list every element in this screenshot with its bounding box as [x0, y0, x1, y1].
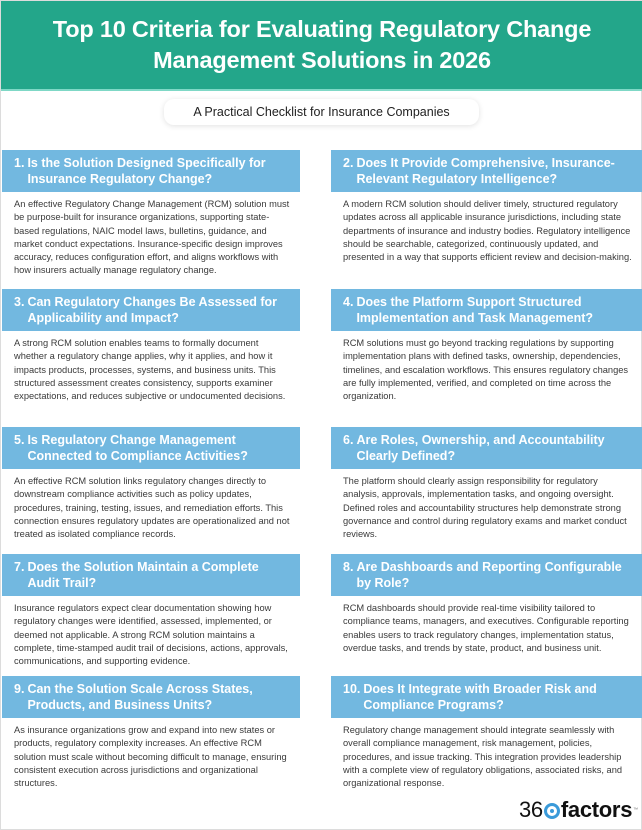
criterion-card-5	[2, 427, 300, 541]
criterion-title: Does the Solution Maintain a Complete Audit Trail?	[27, 560, 259, 590]
criterion-card-3	[2, 289, 300, 403]
criterion-header	[331, 554, 642, 596]
criterion-title: Is the Solution Designed Specifically for Insurance Regulatory Change?	[27, 156, 266, 186]
criterion-body: Insurance regulators expect clear documentation showing how regulatory changes were identified, assessed, implemented, or deemed not applicable. A strong RCM solution maintains a complete, time-stamped audit trail of decisions, actions, approvals, communications, and supporting evidence.	[14, 603, 288, 667]
page-title: Top 10 Criteria for Evaluating Regulatory Change Management Solutions in 2026	[52, 16, 592, 73]
criterion-header	[2, 554, 300, 596]
criterion-title: Does the Platform Support Structured Implementation and Task Management?	[356, 295, 594, 325]
criterion-title: Does It Provide Comprehensive, Insurance-Relevant Regulatory Intelligence?	[356, 156, 615, 186]
criterion-header	[2, 676, 300, 718]
criterion-card-4	[331, 289, 642, 403]
criterion-title: Are Dashboards and Reporting Configurable by Role?	[356, 560, 622, 590]
criterion-title: Does It Integrate with Broader Risk and Compliance Programs?	[363, 682, 597, 712]
criterion-body: A modern RCM solution should deliver timely, structured regulatory updates across all applicable insurance jurisdictions, including state departments of insurance and industry bodies. Regulatory intelligence should be searchable, categorized, continuously updated, and presented in a way that supports efficient review and decision-making.	[343, 199, 632, 263]
page-subtitle: A Practical Checklist for Insurance Companies	[193, 105, 450, 119]
criterion-number: 5.	[14, 433, 25, 447]
criterion-number: 7.	[14, 560, 25, 574]
criterion-body: An effective RCM solution links regulatory changes directly to downstream compliance activities such as policy updates, procedures, training, testing, issues, and remediation efforts. This connection ensures regulatory updates are operationalized and not treated as isolated compliance records.	[14, 476, 290, 540]
criterion-header	[331, 427, 642, 469]
criterion-card-1	[2, 150, 300, 278]
criterion-number: 6.	[343, 433, 354, 447]
subtitle-badge	[164, 99, 479, 125]
company-logo	[519, 797, 638, 823]
criterion-body: A strong RCM solution enables teams to formally document whether a regulatory change applies, why it applies, and how it impacts products, processes, systems, and business units. This structured assessment creates consistency, supports examiner expectations, and reduces subjective or undocumented decisions.	[14, 338, 286, 402]
criterion-number: 9.	[14, 682, 25, 696]
criterion-title: Is Regulatory Change Management Connected to Compliance Activities?	[27, 433, 248, 463]
criterion-number: 2.	[343, 156, 354, 170]
criterion-body: As insurance organizations grow and expand into new states or products, regulatory complexity increases. An effective RCM solution must scale without becoming difficult to manage, ensuring consistent execution across jurisdictions and organizational structures.	[14, 725, 287, 789]
logo-circle-icon	[544, 803, 560, 819]
header-banner	[1, 1, 642, 91]
criterion-header	[331, 150, 642, 192]
criterion-title: Are Roles, Ownership, and Accountability Clearly Defined?	[356, 433, 605, 463]
criterion-header	[2, 427, 300, 469]
logo-prefix: 36	[519, 797, 543, 822]
criterion-title: Can the Solution Scale Across States, Products, and Business Units?	[27, 682, 253, 712]
criterion-title: Can Regulatory Changes Be Assessed for Applicability and Impact?	[27, 295, 278, 325]
criterion-body: RCM dashboards should provide real-time visibility tailored to compliance teams, managers, and executives. Configurable reporting enables users to track regulatory changes, implementation status, overdue tasks, and trends by state, product, and business unit.	[343, 603, 629, 653]
criterion-card-9	[2, 676, 300, 790]
criterion-header	[331, 289, 642, 331]
criterion-number: 3.	[14, 295, 25, 309]
criterion-card-2	[331, 150, 642, 264]
criterion-number: 8.	[343, 560, 354, 574]
criterion-card-10	[331, 676, 642, 790]
logo-wordmark: factors	[560, 797, 633, 822]
criterion-body: The platform should clearly assign responsibility for regulatory analysis, approvals, implementation tasks, and ongoing oversight. Defined roles and accountability structures help demonstrate strong governance and control during regulatory exams and market conduct reviews.	[343, 476, 627, 540]
criterion-header	[2, 150, 300, 192]
criterion-card-8	[331, 554, 642, 655]
criterion-number: 4.	[343, 295, 354, 309]
criterion-header	[331, 676, 642, 718]
criterion-body: RCM solutions must go beyond tracking regulations by supporting implementation plans with defined tasks, ownership, dependencies, timelines, and escalation workflows. This ensures regulatory changes are fully implemented, verified, and completed on time across the organization.	[343, 338, 629, 402]
criterion-card-7	[2, 554, 300, 668]
criterion-body: An effective Regulatory Change Management (RCM) solution must be purpose-built for insurance organizations, supporting state-based regulations, NAIC model laws, bulletins, guidance, and market conduct expectations. Insurance-specific design improves accuracy, reduces configuration effort, and aligns workflows with how insurers actually manage regulatory change.	[14, 199, 290, 276]
criterion-number: 10.	[343, 682, 361, 696]
criterion-number: 1.	[14, 156, 25, 170]
criterion-body: Regulatory change management should integrate seamlessly with overall compliance management, risk management, policies, procedures, and issue tracking. This integration provides leadership with a complete view of regulatory obligations, associated risks, and organizational response.	[343, 725, 623, 789]
trademark-mark: ™	[633, 807, 638, 813]
criterion-header	[2, 289, 300, 331]
criterion-card-6	[331, 427, 642, 541]
